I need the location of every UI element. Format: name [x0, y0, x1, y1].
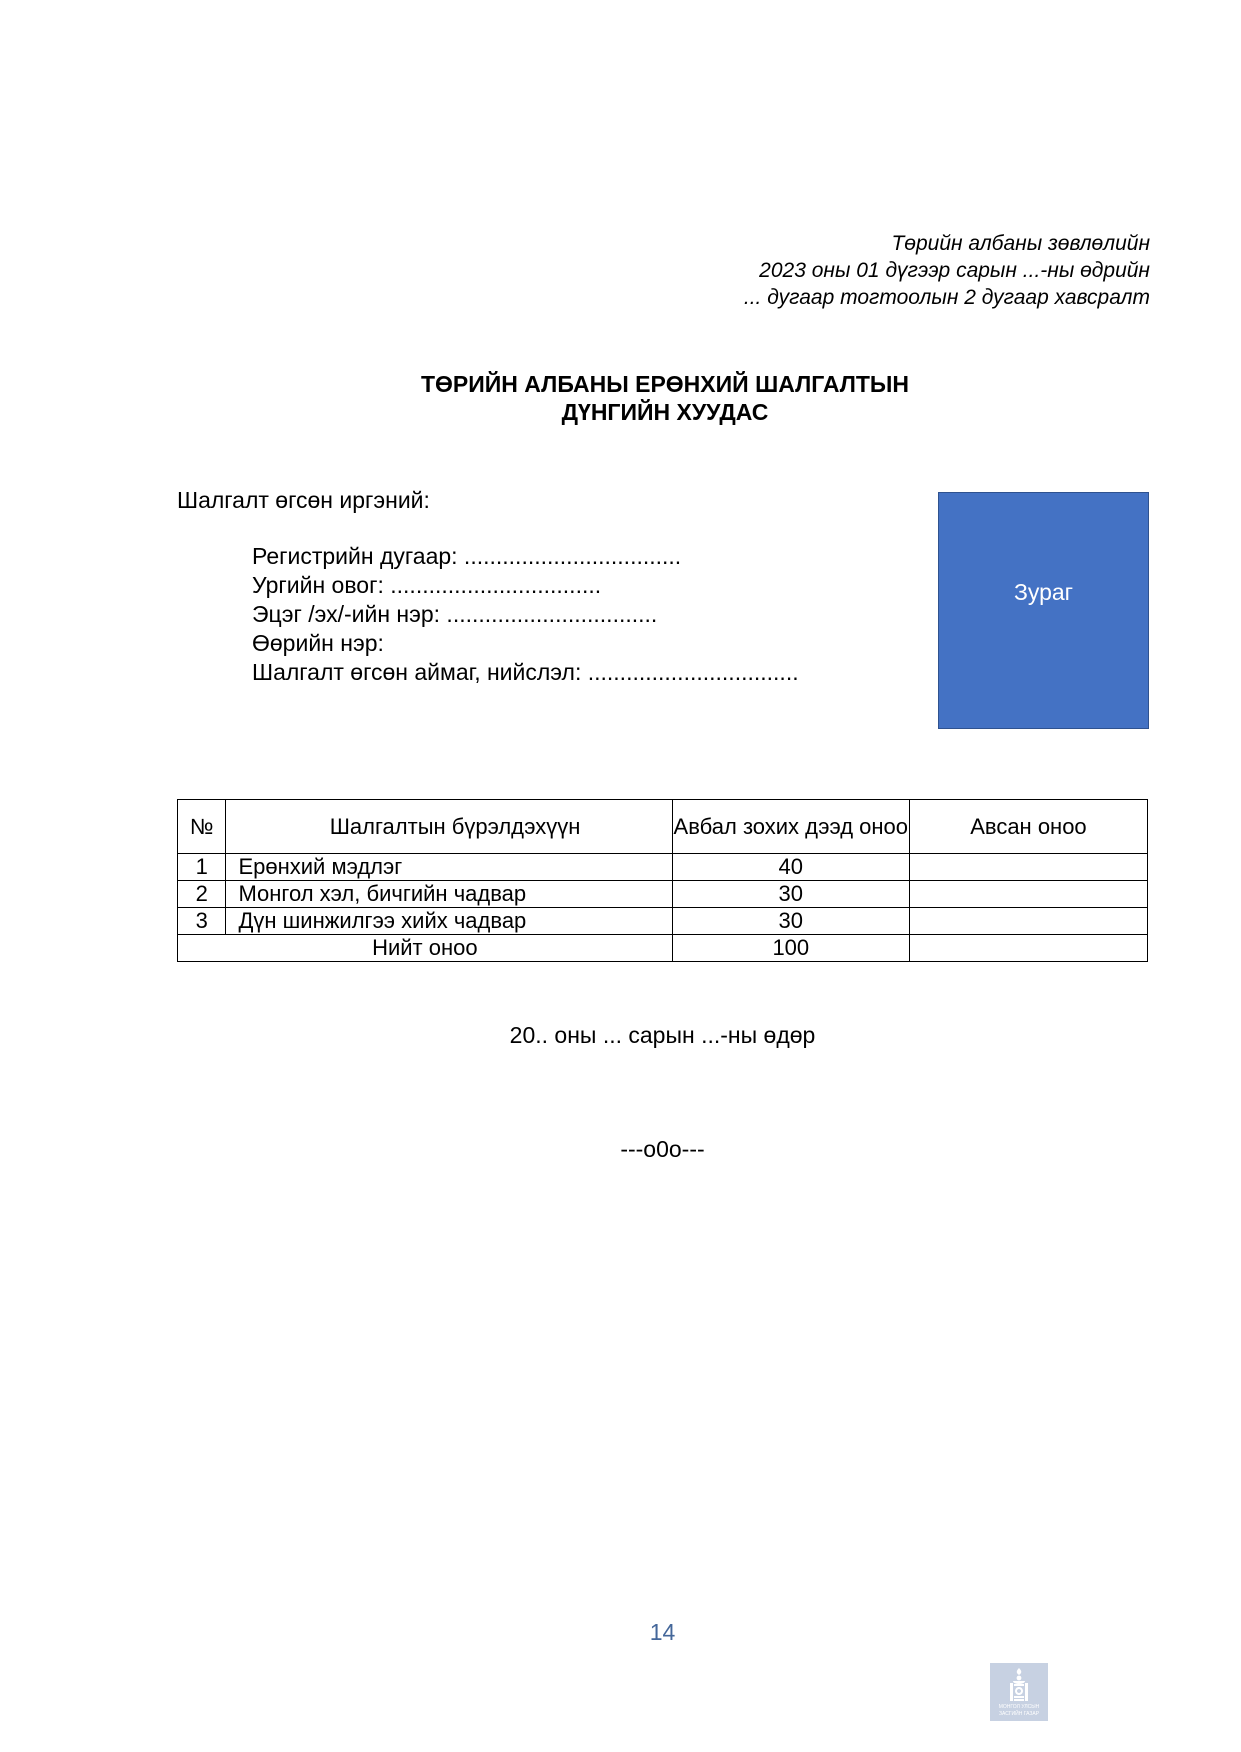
title-line-1: ТӨРИЙН АЛБАНЫ ЕРӨНХИЙ ШАЛГАЛТЫН — [420, 371, 910, 397]
row-number: 3 — [178, 908, 226, 935]
annex-reference — [744, 230, 1150, 311]
row-max-score: 40 — [672, 854, 909, 881]
emblem-text-line-1: МОНГОЛ УЛСЫН — [998, 1704, 1040, 1710]
row-component: Монгол хэл, бичгийн чадвар — [226, 881, 672, 908]
annex-line-2: 2023 оны 01 дүгээр сарын ...-ны өдрийн — [759, 259, 1150, 282]
total-received-score — [909, 935, 1147, 962]
exam-location-field: Шалгалт өгсөн аймаг, нийслэл: ................................. — [252, 659, 799, 685]
annex-line-1: Төрийн албаны зөвлөлийн — [891, 232, 1150, 255]
table-row — [178, 908, 1148, 935]
row-received-score — [909, 908, 1147, 935]
total-label: Нийт оноо — [178, 935, 673, 962]
end-mark: ---o0o--- — [620, 1136, 705, 1162]
row-number: 1 — [178, 854, 226, 881]
given-name-field: Өөрийн нэр: — [252, 630, 384, 656]
row-component: Ерөнхий мэдлэг — [226, 854, 672, 881]
table-row — [178, 881, 1148, 908]
registry-number-field: Регистрийн дугаар: .................................. — [252, 543, 682, 569]
table-total-row — [178, 935, 1148, 962]
row-max-score: 30 — [672, 908, 909, 935]
row-received-score — [909, 881, 1147, 908]
header-number: № — [178, 800, 226, 854]
government-emblem — [990, 1663, 1048, 1721]
annex-line-3: ... дугаар тогтоолын 2 дугаар хавсралт — [743, 286, 1150, 309]
citizen-intro: Шалгалт өгсөн иргэний: — [177, 487, 430, 513]
row-component: Дүн шинжилгээ хийх чадвар — [226, 908, 672, 935]
document-title — [0, 370, 1241, 426]
table-header-row — [178, 800, 1148, 854]
clan-name-field: Ургийн овог: ................................. — [252, 572, 602, 598]
header-received-score: Авсан оноо — [909, 800, 1147, 854]
total-max-score: 100 — [672, 935, 909, 962]
photo-label: Зураг — [1013, 579, 1074, 605]
header-component: Шалгалтын бүрэлдэхүүн — [226, 800, 672, 854]
row-received-score — [909, 854, 1147, 881]
table-row — [178, 854, 1148, 881]
row-max-score: 30 — [672, 881, 909, 908]
score-table — [177, 799, 1148, 962]
soyombo-icon — [1006, 1667, 1032, 1703]
parent-name-field: Эцэг /эх/-ийн нэр: ................................. — [252, 601, 658, 627]
header-max-score: Авбал зохих дээд оноо — [672, 800, 909, 854]
title-line-2: ДҮНГИЙН ХУУДАС — [561, 399, 769, 425]
page-number: 14 — [649, 1619, 676, 1645]
citizen-fields — [252, 542, 799, 687]
emblem-text-line-2: ЗАСГИЙН ГАЗАР — [998, 1711, 1040, 1717]
photo-placeholder — [938, 492, 1149, 729]
row-number: 2 — [178, 881, 226, 908]
date-line: 20.. оны ... сарын ...-ны өдөр — [509, 1022, 816, 1048]
